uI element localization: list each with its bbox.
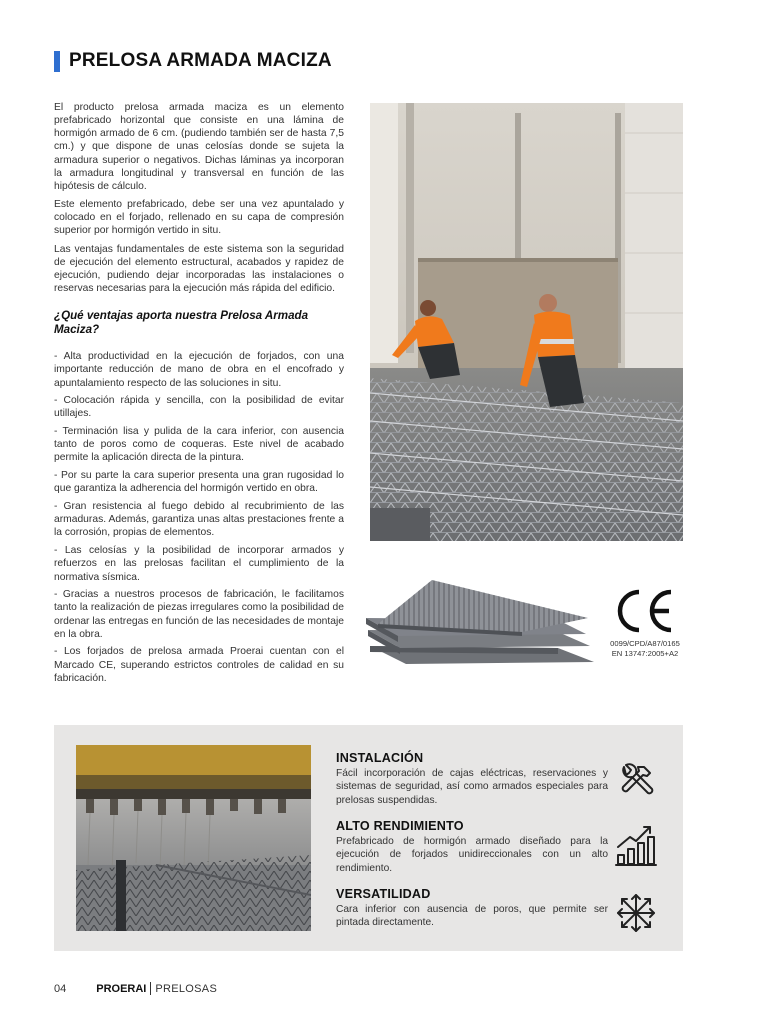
- advantage-item: - Por su parte la cara superior presenta una gran rugosidad lo que garantiza la adherencia del hormigón vertido en obra.: [54, 470, 344, 495]
- intro-paragraph: Las ventajas fundamentales de este sistema son la seguridad de ejecución del elemento estructural, acabados y rapidez de ejecución, pudiendo dejar incorporadas las instalaciones o reservas necesarias para la ejecución más rápida del edificio.: [54, 243, 344, 295]
- expand-arrows-icon: [614, 891, 658, 935]
- page-footer: [54, 982, 217, 995]
- advantage-item: - Las celosías y la posibilidad de incorporar armados y refuerzos en las prelosas facilitan el cumplimiento de la normativa sísmica.: [54, 545, 344, 583]
- feature-title: INSTALACIÓN: [336, 751, 424, 765]
- tools-icon: [614, 761, 658, 805]
- growth-chart-icon: [614, 823, 658, 867]
- advantage-item: - Colocación rápida y sencilla, con la posibilidad de evitar utillajes.: [54, 395, 344, 420]
- advantage-item: - Gracias a nuestros procesos de fabricación, le facilitamos tanto la realización de piezas irregulares como la posibilidad de ordenar las entregas en función de las necesidades de montaje en la obra.: [54, 589, 344, 640]
- body-text-column: [54, 101, 344, 690]
- advantage-item: - Alta productividad en la ejecución de forjados, con una importante reducción de mano de obra en el encofrado y apuntalamiento respecto de las soluciones in situ.: [54, 351, 344, 389]
- advantage-item: - Gran resistencia al fuego debido al recubrimiento de las armaduras. Además, garantiza unas altas prestaciones frente a la corrosión, propias de elementos.: [54, 501, 344, 539]
- feature-versatility: [336, 887, 608, 930]
- page-header: [54, 50, 332, 72]
- advantages-heading: ¿Qué ventajas aporta nuestra Prelosa Armada Maciza?: [54, 309, 309, 337]
- title-accent-bar: [54, 51, 60, 72]
- footer-brand: PROERAI: [96, 982, 147, 995]
- feature-text: Fácil incorporación de cajas eléctricas, reservaciones y sistemas de seguridad, así como armados especiales para prelosas suspendidas.: [336, 768, 608, 806]
- feature-performance: [336, 819, 608, 875]
- stacked-slabs-image: [362, 574, 600, 672]
- feature-installation: [336, 751, 608, 807]
- feature-title: ALTO RENDIMIENTO: [336, 819, 464, 833]
- feature-title: VERSATILIDAD: [336, 887, 431, 901]
- page-number: 04: [54, 982, 67, 995]
- ce-mark-logo: [609, 586, 679, 636]
- intro-paragraph: Este elemento prefabricado, debe ser una vez apuntalado y colocado en el forjado, rellenado en su capa de compresión superior por hormigón vertido in situ.: [54, 199, 344, 237]
- ce-certification-code: 0099/CPD/A87/0165 EN 13747:2005+A2: [610, 639, 680, 658]
- production-line-photo: [76, 745, 311, 931]
- feature-text: Cara inferior con ausencia de poros, que permite ser pintada directamente.: [336, 904, 608, 929]
- advantage-item: - Terminación lisa y pulida de la cara inferior, con ausencia tanto de poros como de coqueras. Este nivel de acabado permite la aplicación directa de la pintura.: [54, 426, 344, 464]
- factory-workers-photo: [370, 103, 683, 541]
- footer-section: PRELOSAS: [155, 982, 218, 995]
- feature-text: Prefabricado de hormigón armado diseñado para la ejecución de forjados unidireccionales con un alto rendimiento.: [336, 836, 608, 874]
- advantages-list: [54, 350, 344, 685]
- advantage-item: - Los forjados de prelosa armada Proerai cuentan con el Marcado CE, superando estrictos controles de calidad en su fabricación.: [54, 646, 344, 684]
- features-panel: [54, 725, 683, 951]
- intro-paragraph: El producto prelosa armada maciza es un elemento prefabricado horizontal que consiste en una lámina de hormigón armado de 6 cm. (pudiendo también ser de hasta 7,5 cm.) y que dispone de unas celosías donde se sujeta la armadura superior o negativos. Dichas láminas ya incorporan la armadura longitudinal y transversal en función de las hipótesis de cálculo.: [54, 102, 344, 192]
- footer-divider: [150, 982, 151, 995]
- page-title: PRELOSA ARMADA MACIZA: [69, 50, 332, 71]
